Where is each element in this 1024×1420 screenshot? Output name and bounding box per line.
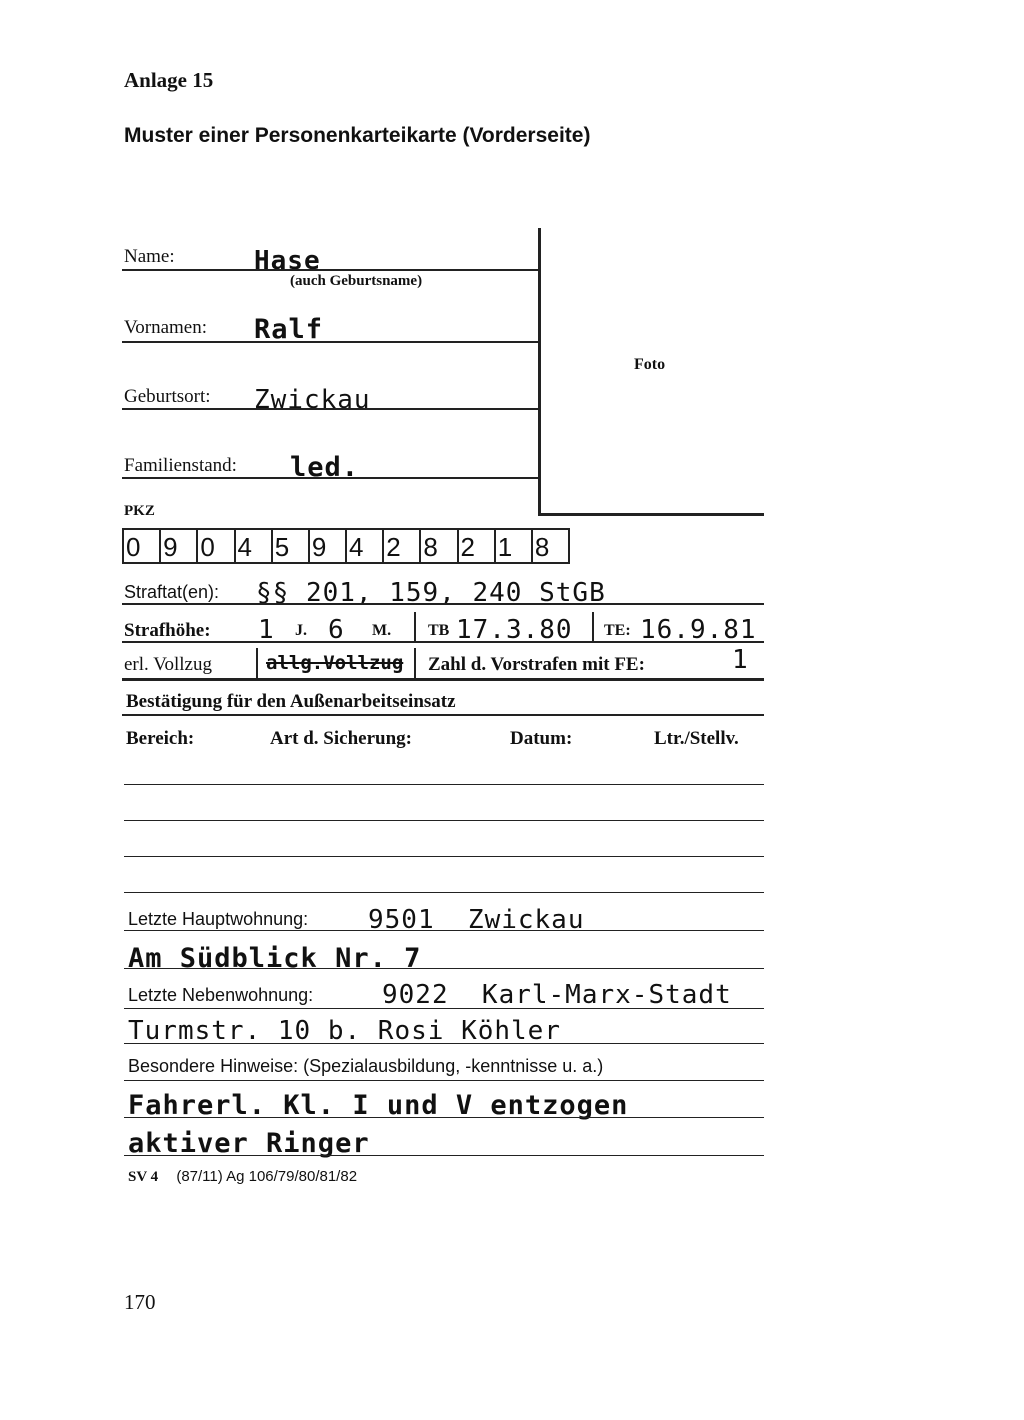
pkz-digit: 2 [384,530,421,562]
hinweise-line1: Fahrerl. Kl. I und V entzogen [128,1090,629,1121]
pkz-digit: 5 [273,530,310,562]
pkz-digit: 8 [421,530,458,562]
bestaetigung-rule [122,714,764,716]
hinweise-rule-2 [124,1155,764,1156]
strafhoehe-months-unit: M. [372,622,392,639]
familienstand-rule [122,477,538,479]
vorstrafen-value: 1 [732,645,749,675]
strafhoehe-divider-1 [414,612,416,642]
hinweise-rule-1 [124,1117,764,1118]
vornamen-value: Ralf [254,314,324,345]
haupt-line1: 9501 Zwickau [368,905,585,935]
pkz-digit: 0 [198,530,235,562]
hinweise-rule-0 [124,1080,764,1081]
neben-line1: 9022 Karl-Marx-Stadt [382,980,732,1010]
vollzug-divider-1 [256,648,258,678]
pkz-label: PKZ [124,503,155,519]
name-label: Name: [124,246,175,267]
neben-label: Letzte Nebenwohnung: [128,985,314,1005]
page-title: Muster einer Personenkarteikarte (Vorderseite) [124,124,591,147]
bestaetigung-label: Bestätigung für den Außenarbeitseinsatz [126,691,456,712]
geburtsort-rule [122,408,538,410]
form-footer [128,1168,357,1186]
strafhoehe-divider-2 [592,612,594,642]
pkz-digit: 4 [236,530,273,562]
haupt-line2: Am Südblick Nr. 7 [128,943,422,974]
straftat-value: §§ 201, 159, 240 StGB [256,578,606,608]
pkz-digit: 8 [534,532,550,562]
vollzug-value: allg.Vollzug [266,652,404,674]
hinweise-label: Besondere Hinweise: (Spezialausbildung, -kenntnisse u. a.) [128,1056,604,1076]
form-ref: (87/11) Ag 106/79/80/81/82 [176,1168,358,1185]
bereich-label: Bereich: [126,728,195,749]
tb-value: 17.3.80 [456,615,573,645]
haupt-label: Letzte Hauptwohnung: [128,909,309,929]
familienstand-label: Familienstand: [124,455,237,476]
pkz-digit: 2 [459,530,496,562]
strafhoehe-months: 6 [328,615,345,645]
entry-line [124,892,764,893]
form-code: SV 4 [128,1169,159,1185]
neben-line2: Turmstr. 10 b. Rosi Köhler [128,1016,561,1046]
strafhoehe-label: Strafhöhe: [124,620,211,641]
ltr-label: Ltr./Stellv. [654,728,739,749]
page-number: 170 [124,1290,156,1314]
neben-rule-2 [124,1043,764,1044]
entry-line [124,856,764,857]
vollzug-divider-2 [414,648,416,678]
pkz-digit: 0 [124,530,161,562]
familienstand-value: led. [290,452,360,483]
name-rule [122,269,538,271]
name-value: Hase [254,246,321,276]
te-value: 16.9.81 [640,615,757,645]
entry-line [124,784,764,785]
haupt-rule-1 [124,930,764,931]
strafhoehe-years-unit: J. [295,622,307,639]
te-label: TE: [604,622,631,639]
appendix-label: Anlage 15 [124,68,214,92]
vornamen-rule [122,341,538,343]
vornamen-label: Vornamen: [124,317,208,338]
geburtsort-value: Zwickau [254,385,371,415]
strafhoehe-rule [122,641,764,643]
datum-label: Datum: [510,728,573,749]
pkz-grid [122,528,570,564]
straftat-rule [122,603,764,605]
hinweise-line2: aktiver Ringer [128,1128,370,1159]
neben-rule-1 [124,1008,764,1009]
foto-label: Foto [634,356,666,373]
pkz-digit: 4 [347,530,384,562]
haupt-rule-2 [124,968,764,969]
pkz-digit: 1 [496,530,533,562]
strafhoehe-years: 1 [258,615,275,645]
entry-line [124,820,764,821]
pkz-digit: 9 [161,530,198,562]
vollzug-rule [122,678,764,681]
pkz-digit: 9 [310,530,347,562]
sicherung-label: Art d. Sicherung: [270,728,412,749]
tb-label: TB [428,622,450,639]
vollzug-label: erl. Vollzug [124,654,212,675]
name-hint: (auch Geburtsname) [290,273,423,289]
straftat-label: Straftat(en): [124,582,220,602]
geburtsort-label: Geburtsort: [124,386,211,407]
vorstrafen-label: Zahl d. Vorstrafen mit FE: [428,654,645,675]
